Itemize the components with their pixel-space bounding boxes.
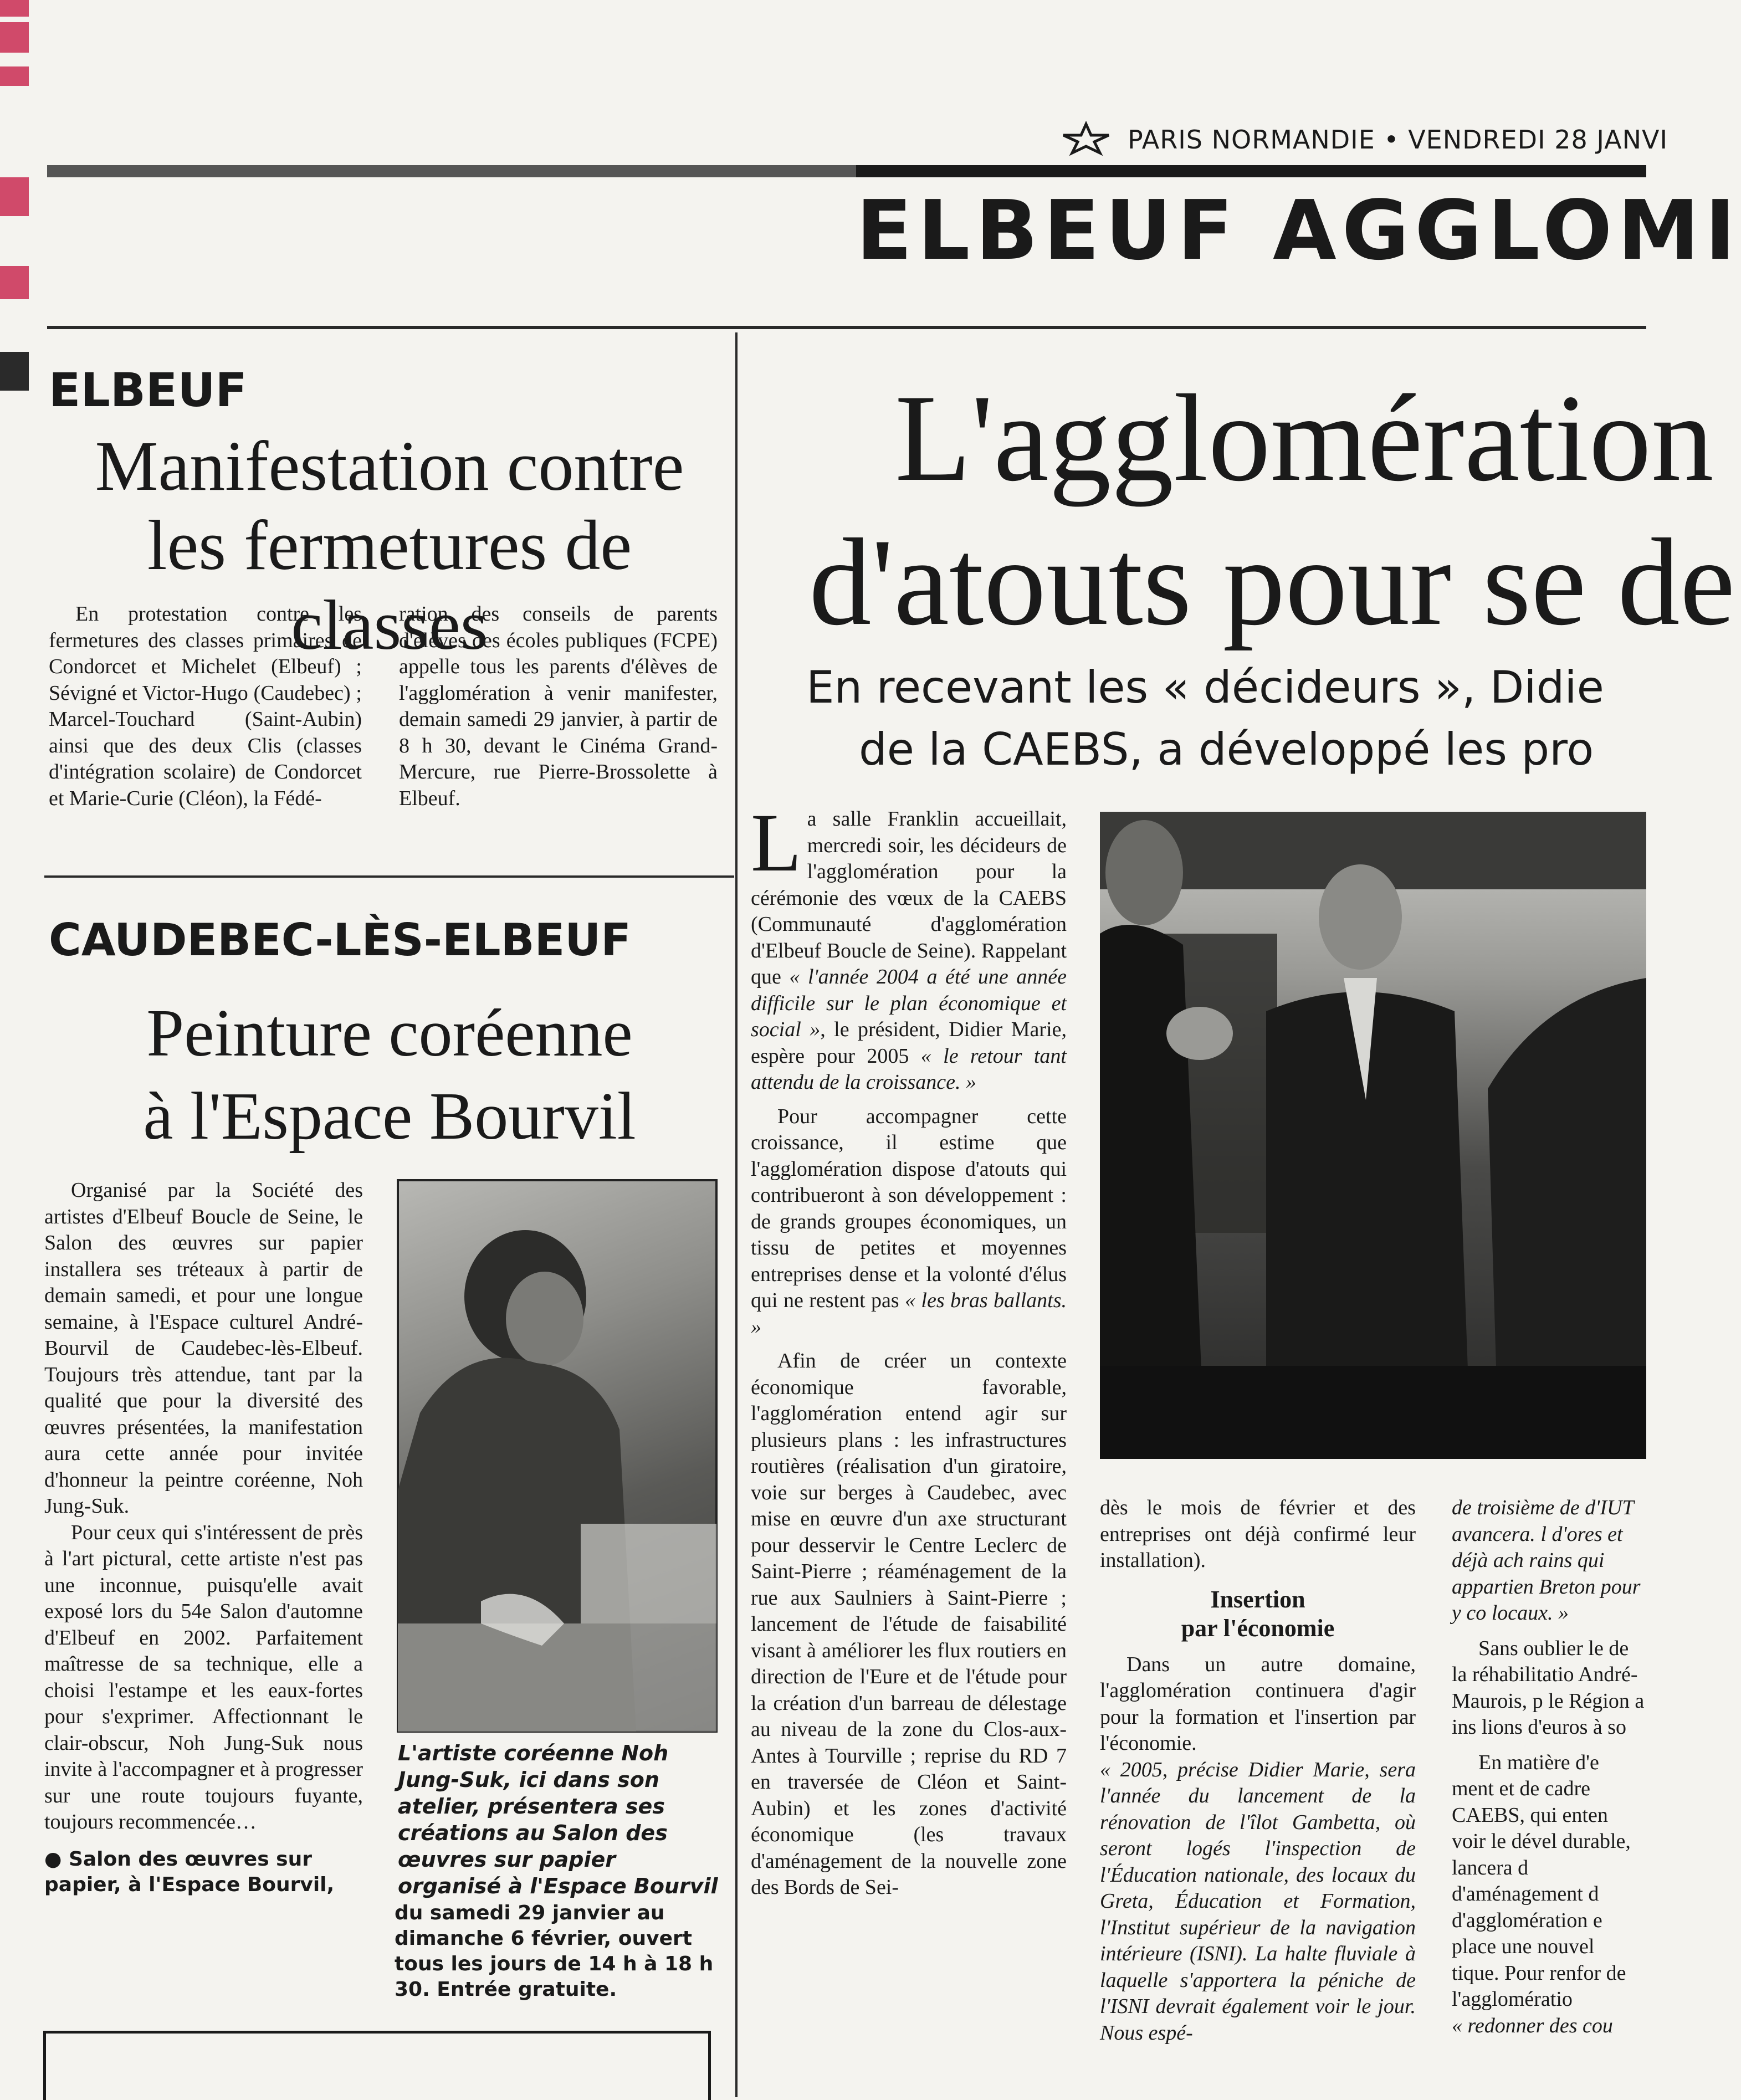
article3-quote: « l'année 2004 a été une année difficile sur le plan économique et social » [751, 965, 1067, 1041]
ceremony-photo [1100, 812, 1646, 1459]
article3-headline-line1: L'agglomération [895, 368, 1714, 507]
article-separator [44, 875, 734, 878]
article2-headline-line1: Peinture coréenne [146, 996, 633, 1071]
article3-subhead-line1: Insertion [1210, 1585, 1305, 1613]
masthead-rule-dark [856, 165, 1646, 177]
article3-subhead-line2: par l'économie [1181, 1614, 1335, 1642]
article1-headline-line2: les fermetures de classes [147, 506, 632, 664]
article3-quote: « les bras ballants. » [751, 1289, 1067, 1339]
margin-mark [0, 266, 29, 299]
article3-column1 [751, 797, 1067, 1901]
masthead-dateline: PARIS NORMANDIE • VENDREDI 28 JANVI [1128, 125, 1668, 155]
article1-paragraph: ration des conseils de parents d'élèves des écoles publiques (FCPE) appelle tous les parents d'élèves de l'agglomération à venir manifester, demain samedi 29 janvier, à partir de 8 h 30, devant le Cinéma Grand-Mercure, rue Pierre-Brossolette à Elbeuf. [399, 602, 718, 810]
section-title: ELBEUF AGGLOMI [856, 183, 1741, 278]
article2-headline [49, 992, 730, 1158]
article3-text: , le président, Didier Marie, espère pour 2005 [751, 1018, 1067, 1068]
article3-deck-line2: de la CAEBS, a développé les pro [859, 724, 1594, 775]
article1-column2 [399, 601, 718, 812]
article1-kicker: ELBEUF [49, 363, 247, 417]
article3-column3 [1452, 1495, 1646, 2039]
article3-deck-line1: En recevant les « décideurs », Didie [806, 662, 1604, 713]
article3-quote-text: de troisième de d'IUT avancera. l d'ores et déjà ach rains qui appartien Breton pour y co locaux. » [1452, 1496, 1641, 1625]
artist-photo [398, 1180, 716, 1732]
photo-caption: L'artiste coréenne Noh Jung-Suk, ici dans son atelier, présentera ses créations au Salon des œuvres sur papier organisé à l'Espace Bourvil [398, 1741, 718, 1898]
article3-quote [1100, 1757, 1416, 2047]
article3-text: En matière d'e ment et de cadre CAEBS, qui enten voir le dével durable, lancera d d'aménagement d d'agglomération e place une nouvel tique. Pour renfor de l'agglomératio [1452, 1750, 1631, 2011]
article2-info: ● Salon des œuvres sur papier, à l'Espace Bourvil, [44, 1847, 335, 1896]
margin-mark [0, 22, 29, 53]
article2-kicker: CAUDEBEC-LÈS-ELBEUF [49, 914, 631, 966]
article3-quote-text: « 2005, précise Didier Marie, sera l'année du lancement de la rénovation de l'îlot Gambetta, où seront logés l'inspection de l'Éducation nationale, des locaux du Greta, Éducation et Formation, l'Institut supérieur de la navigation intérieure (ISNI). La halte fluviale à laquelle s'apportera la péniche de l'ISNI devrait également voir le jour. Nous espé- [1100, 1758, 1416, 2045]
article1-column1 [49, 601, 362, 812]
article3-text: Dans un autre domaine, l'agglomération continuera d'agir pour la formation et l'insertion par l'économie. [1100, 1652, 1416, 1755]
advert-box [43, 2031, 711, 2100]
article3-quote-text: « redonner des cou [1452, 2014, 1613, 2037]
article3-headline-line2: d'atouts pour se de [809, 513, 1735, 651]
exhibition-dates: du samedi 29 janvier au dimanche 6 février, ouvert tous les jours de 14 h à 18 h 30. Entrée gratuite. [395, 1902, 714, 2001]
star-logo-icon [1061, 122, 1111, 155]
article2-paragraph: Pour ceux qui s'intéressent de près à l'art pictural, cette artiste n'est pas une inconnue, puisqu'elle avait exposé lors du 54e Salon d'automne d'Elbeuf en 2002. Parfaitement maîtresse de sa technique, elle a choisi l'estampe et les eaux-fortes pour s'exprimer. Affectionnant le clair-obscur, Noh Jung-Suk nous invite à l'accompagner et à progresser sur une route toujours fuyante, toujours recommencée… [44, 1520, 363, 1833]
article3-quote: « le retour tant attendu de la croissance. » [751, 1044, 1067, 1094]
article3-column2 [1100, 1495, 1416, 2046]
article3-text: Sans oublier le de la réhabilitatio André-Maurois, p le Région a ins lions d'euros à so [1452, 1636, 1645, 1739]
article2-paragraph: Organisé par la Société des artistes d'Elbeuf Boucle de Seine, le Salon des œuvres sur papier installera ses tréteaux à partir de demain samedi, et pour une longue semaine, à l'Espace culturel André-Bourvil de Caudebec-lès-Elbeuf. Toujours très attendue, tant par la qualité que pour la diversité des œuvres présentées, la manifestation aura cette année pour invitée d'honneur la peintre coréenne, Noh Jung-Suk. [44, 1179, 363, 1518]
article3-text: Afin de créer un contexte économique favorable, l'agglomération entend agir sur plusieurs plans : les infrastructures routières (réalisation d'un giratoire, voie sur berges à Caudebec, avec mise en œuvre d'un axe structurant pour desservir le Centre Leclerc de Saint-Pierre ; réaménagement de la rue aux Saulniers à Saint-Pierre ; lancement de l'étude de faisabilité visant à améliorer les flux routiers en direction de l'Eure et de l'étude pour la création d'un barreau de délestage au niveau de la zone du Clos-aux-Antes à Tourville ; reprise du RD 7 en traversée de Cléon et Saint-Aubin) et les zones d'activité économique (les travaux d'aménagement de la nouvelle zone des Bords de Sei- [751, 1349, 1067, 1899]
column-rule [735, 332, 738, 2097]
section-rule [47, 326, 1646, 329]
article3-text: a salle Franklin accueillait, mercredi soir, les décideurs de l'agglomération pour la cérémonie des vœux de la CAEBS (Communauté d'agglomération d'Elbeuf Boucle de Seine). Rappelant que [751, 807, 1067, 988]
article3-text: dès le mois de février et des entreprises ont déjà confirmé leur installation). [1100, 1496, 1416, 1572]
dropcap: L [751, 797, 802, 889]
article2-headline-line2: à l'Espace Bourvil [143, 1079, 636, 1154]
article1-headline-line1: Manifestation contre [95, 427, 684, 505]
article2-column [44, 1177, 363, 1898]
article3-deck [806, 657, 1604, 781]
article3-text: Pour accompagner cette croissance, il estime que l'agglomération dispose d'atouts qui contribueront à son développement : de grands groupes économiques, un tissu de petites et moyennes entreprises dense et la volonté d'élus qui ne restent pas [751, 1104, 1067, 1312]
article3-subhead [1100, 1585, 1416, 1643]
article3-headline [809, 366, 1735, 654]
margin-mark [0, 352, 29, 391]
margin-mark [0, 0, 29, 17]
margin-mark [0, 66, 29, 86]
margin-mark [0, 177, 29, 216]
article1-paragraph: En protestation contre les fermetures des classes primaires de Condorcet et Michelet (Elbeuf) ; Sévigné et Victor-Hugo (Caudebec) ; Marcel-Touchard (Saint-Aubin) ainsi que des deux Clis (classes d'intégration scolaire) de Condorcet et Marie-Curie (Cléon), la Fédé- [49, 602, 362, 810]
